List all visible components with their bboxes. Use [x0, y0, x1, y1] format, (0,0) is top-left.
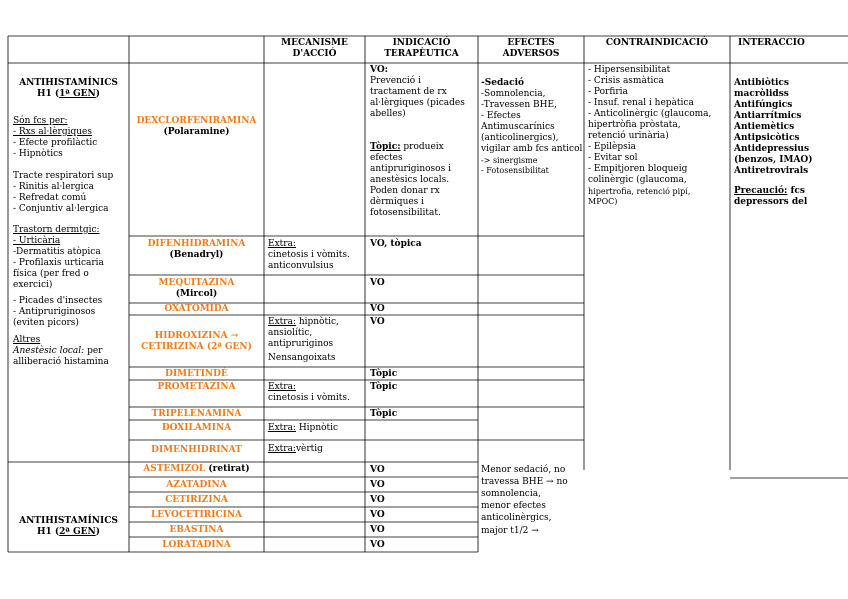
efectes-gen2-line: somnolencia, [481, 489, 541, 499]
drug-hidroxizina: HIDROXIZINA → [154, 331, 239, 341]
gen1-line: - Hipnòtics [13, 149, 63, 159]
gen1-line: exercici) [13, 280, 53, 290]
interaccio-line: Antiretrovirals [734, 166, 809, 176]
mecanisme-extra-label: Extra: [268, 382, 296, 392]
gen1-line: física (per fred o [13, 269, 89, 279]
interaccio-line: Antiarrítmics [734, 111, 802, 121]
header-interaccions: INTERACCIO [738, 38, 805, 48]
gen1-line: alliberació histamina [13, 357, 109, 367]
efectes-line: Antimuscarínics [481, 122, 555, 132]
drug-brand: (Polaramine) [163, 127, 230, 137]
contra-line: hipertròfia pròstata, [588, 120, 681, 130]
gen1-title: ANTIHISTAMÍNICS [19, 78, 118, 88]
gen1-usos-heading: Són fcs per: [13, 116, 68, 126]
indicacio-vo: VO [370, 304, 385, 314]
efectes-gen2-line: travessa BHE → no [481, 477, 568, 487]
mecanisme-extra-label: Extra: [268, 239, 296, 249]
mecanisme-text: Extra: hipnòtic, [268, 317, 339, 327]
gen1-line: Trastorn dermtgic: [13, 225, 100, 235]
efectes-line: (anticolinergics), [481, 133, 559, 143]
gen1-line: - Antipruriginosos [13, 307, 96, 317]
contra-line: - Hipersensibilitat [588, 65, 671, 75]
efectes-line: -Somnolencia, [481, 89, 546, 99]
gen1-line: - Efecte profilàctic [13, 138, 98, 148]
interaccio-line: Antifúngics [734, 100, 793, 110]
indicacio-text: abelles) [370, 109, 406, 119]
mecanisme-text: Extra:vèrtig [268, 444, 323, 454]
drug-dexclorfeniramina: DEXCLORFENIRAMINA [136, 116, 257, 126]
header-efectes: EFECTES ADVERSOS [502, 38, 560, 59]
indicacio-vo-label: VO: [370, 65, 388, 75]
interaccio-line: Antidepressius [734, 144, 810, 154]
drug-doxilamina: DOXILAMINA [161, 423, 232, 433]
efectes-line: -Travessen BHE, [481, 100, 557, 110]
indicacio-text: anestèsics locals. [370, 175, 450, 185]
drug-cetirizina: CETIRIZINA [165, 495, 228, 505]
gen1-line: - Rinitis al·lergica [13, 182, 94, 192]
contra-line: - Insuf. renal i hepàtica [588, 98, 694, 108]
contra-line: MPOC) [588, 197, 618, 206]
indicacio-text: dèrmiques i [370, 197, 425, 207]
efectes-line: - Fotosensibilitat [481, 166, 549, 175]
indicacio-vo: VO [370, 465, 385, 475]
indicacio-topic: Tòpic [370, 382, 398, 392]
efectes-sedacio: -Sedació [481, 78, 524, 88]
interaccio-line: Antiemètics [734, 122, 795, 132]
indicacio-vo: VO [370, 278, 385, 288]
drug-dimenhidrinat: DIMENHIDRINAT [151, 445, 242, 455]
indicacio-text: efectes [370, 153, 403, 163]
interaccio-line: (benzos, IMAO) [734, 155, 813, 165]
gen1-line: - Profilaxis urticaria [13, 258, 104, 268]
contra-line: - Evitar sol [588, 153, 638, 163]
indicacio-text: Tòpic: produeix [370, 142, 444, 152]
efectes-gen2-line: Menor sedació, no [481, 465, 566, 475]
mecanisme-text: Extra: Hipnòtic [268, 423, 339, 433]
contra-line: - Crisis asmàtica [588, 76, 664, 86]
drug-cetirizina-2gen: CETIRIZINA (2ª GEN) [141, 342, 252, 352]
contra-line: colinèrgic (glaucoma, [588, 175, 687, 185]
drug-ebastina: EBASTINA [169, 525, 224, 535]
drug-loratadina: LORATADINA [162, 540, 231, 550]
mecanisme-text: cinetosis i vòmits. [268, 393, 350, 403]
drug-prometazina: PROMETAZINA [157, 382, 236, 392]
mecanisme-text: cinetosis i vòmits. [268, 250, 350, 260]
indicacio-text: tractament de rx [370, 87, 447, 97]
efectes-gen2-line: major t1/2 → [481, 526, 539, 536]
efectes-gen2-line: menor efectes [481, 501, 546, 511]
contra-line: retenció urinària) [588, 131, 669, 141]
drug-mequitazina: MEQUITAZINA [158, 278, 235, 288]
contra-line: - Anticolinèrgic (glaucoma, [588, 109, 712, 119]
indicacio-text: Poden donar rx [370, 186, 440, 196]
gen1-line: - Urticària [13, 236, 61, 246]
gen2-title: ANTIHISTAMÍNICS [19, 516, 118, 526]
contra-line: - Empitjoren bloqueig [588, 164, 688, 174]
gen1-line: - Rxs al·lèrgiques [13, 127, 92, 137]
interaccio-line: Antipsicòtics [734, 133, 800, 143]
mecanisme-text: antipruriginos [268, 339, 334, 349]
gen1-line: (eviten picors) [13, 318, 79, 328]
indicacio-topic: Tòpic [370, 369, 398, 379]
gen2-subtitle: H1 (2ª GEN) [37, 527, 100, 537]
drug-azatadina: AZATADINA [166, 480, 227, 490]
indicacio-text: antipruriginosos i [370, 164, 451, 174]
header-contraindicacio: CONTRAINDICACIÓ [605, 38, 709, 48]
drug-brand: (Benadryl) [169, 250, 224, 260]
drug-oxatomida: OXATOMIDA [164, 304, 229, 314]
drug-astemizol: ASTEMIZOL (retirat) [143, 464, 250, 474]
contra-line: - Porfiria [588, 87, 628, 97]
interaccio-line: Antibiòtics [734, 78, 789, 88]
mecanisme-text: Nensangoixats [268, 353, 336, 363]
gen1-line: - Refredat comú [13, 193, 87, 203]
interaccio-line: macròlidss [734, 89, 789, 99]
gen1-line: Altres [13, 335, 41, 345]
drug-levocetiricina: LEVOCETIRICINA [150, 510, 243, 520]
indicacio-difen: VO, tòpica [370, 239, 422, 249]
mecanisme-text: ansiolític, [268, 328, 313, 338]
contra-line: - Epilèpsia [588, 142, 636, 152]
gen1-line: -Dermatitis atòpica [13, 247, 101, 257]
gen1-line: Anestèsic local: per [13, 346, 103, 356]
indicacio-vo: VO [370, 480, 385, 490]
indicacio-vo: VO [370, 510, 385, 520]
drug-tripelenamina: TRIPELENAMINA [151, 409, 242, 419]
drug-dimetinde: DIMETINDÈ [165, 369, 228, 379]
indicacio-vo: VO [370, 495, 385, 505]
efectes-line: vigilar amb fcs anticol [481, 144, 583, 154]
indicacio-text: al·lèrgiques (picades [370, 98, 465, 108]
gen1-line: - Picades d'insectes [13, 296, 103, 306]
gen1-line: Tracte respiratori sup [13, 171, 114, 181]
gen1-subtitle: H1 (1ª GEN) [37, 89, 100, 99]
indicacio-vo: VO [370, 525, 385, 535]
drug-brand: (Mircol) [175, 289, 218, 299]
indicacio-vo: VO [370, 540, 385, 550]
indicacio-text: Prevenció i [370, 76, 421, 86]
indicacio-text: fotosensibilitat. [370, 208, 441, 218]
efectes-gen2-line: anticolinèrgics, [481, 513, 552, 523]
drug-difenhidramina: DIFENHIDRAMINA [147, 239, 246, 249]
interaccio-line: depressors del [734, 197, 808, 207]
indicacio-topic: Tòpic [370, 409, 398, 419]
header-mecanisme: MECANISME D'ACCIÓ [281, 38, 348, 59]
efectes-line: -> sinergisme [481, 156, 538, 165]
interaccio-precaucio: Precaució: fcs [734, 186, 805, 196]
mecanisme-text: anticonvulsius [268, 261, 334, 271]
contra-line: hipertrofia, retenció pipí, [588, 187, 691, 196]
indicacio-vo: VO [370, 317, 385, 327]
gen1-line: - Conjuntiv al·lergica [13, 204, 109, 214]
header-indicacio: INDICACIÓ TERAPÈUTICA [384, 38, 459, 59]
efectes-line: - Efectes [481, 111, 521, 121]
